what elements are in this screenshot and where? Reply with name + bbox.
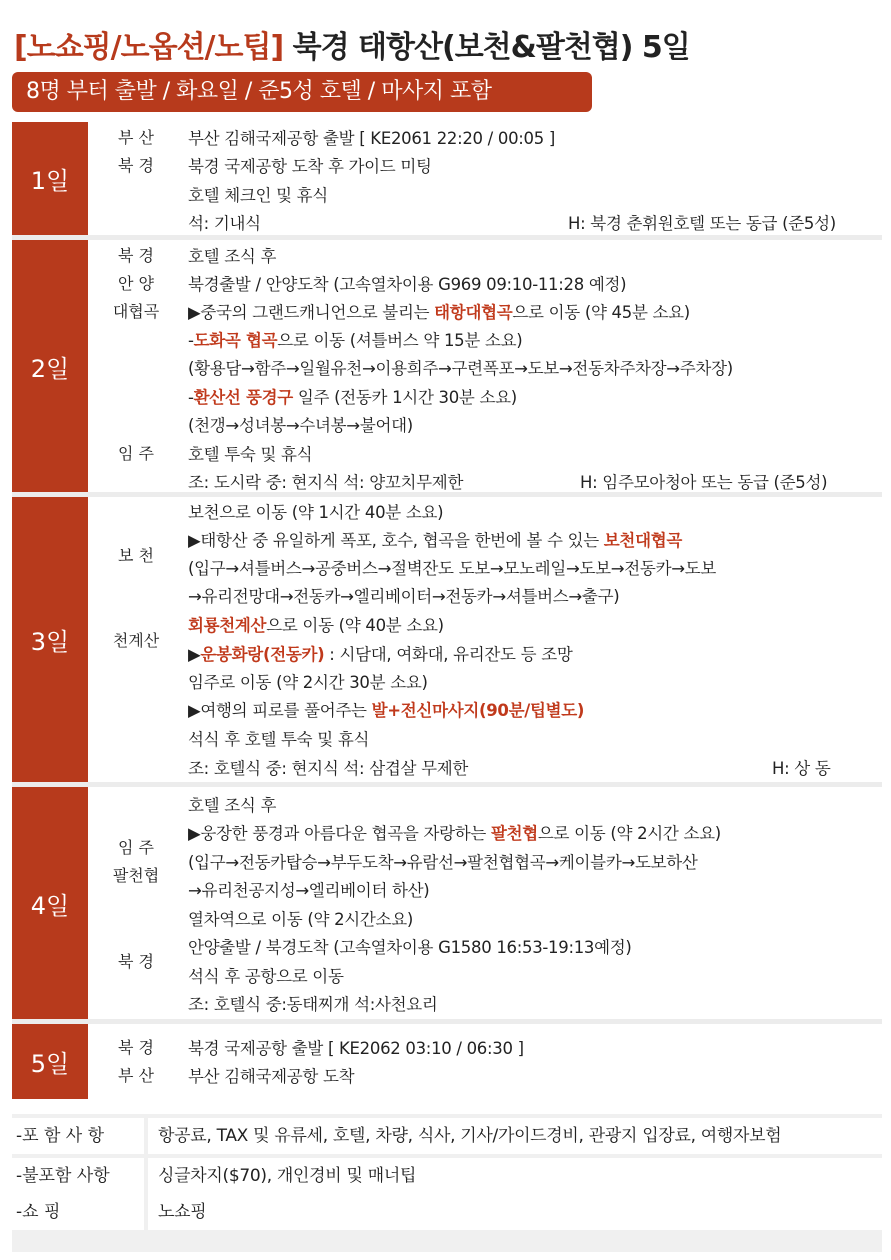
info-row-excluded <box>12 1158 882 1194</box>
title-tags: [노쇼핑/노옵션/노팁] <box>14 30 284 65</box>
itinerary-line: 호텔 투숙 및 휴식 <box>188 445 313 464</box>
location-label: 임 주 <box>118 444 154 463</box>
hotel-info: H: 임주모아청아 또는 동급 (준5성) <box>580 473 828 492</box>
day-content <box>88 1024 882 1099</box>
itinerary-line: -도화곡 협곡으로 이동 (셔틀버스 약 15분 소요) <box>188 331 523 350</box>
itinerary-line: 북경 국제공항 출발 [ KE2062 03:10 / 06:30 ] <box>188 1039 524 1058</box>
itinerary-line: -환산선 풍경구 일주 (전동카 1시간 30분 소요) <box>188 388 517 407</box>
itinerary-line: 열차역으로 이동 (약 2시간소요) <box>188 910 413 929</box>
location-label: 팔천협 <box>112 866 160 885</box>
itinerary-line: (입구→전동카탑승→부두도착→유람선→팔천협협곡→케이블카→도보하산 <box>188 853 698 872</box>
info-key: -포 함 사 항 <box>12 1118 148 1154</box>
itinerary-line: 임주로 이동 (약 2시간 30분 소요) <box>188 673 428 692</box>
highlight-text: 운봉화랑(전동카) <box>200 645 325 664</box>
day-block-5 <box>12 1024 882 1099</box>
location-label: 북 경 <box>118 1038 154 1057</box>
info-value: 싱글차지($70), 개인경비 및 매너팁 <box>158 1166 417 1186</box>
itinerary-line: (천갱→성녀봉→수녀봉→불어대) <box>188 416 413 435</box>
location-label: 부 산 <box>118 128 154 147</box>
highlight-text: 발+전신마사지(90분/팁별도) <box>371 701 585 720</box>
location-label: 보 천 <box>118 546 154 565</box>
itinerary-line: 안양출발 / 북경도착 (고속열차이용 G1580 16:53-19:13예정) <box>188 938 632 957</box>
location-label: 부 산 <box>118 1066 154 1085</box>
highlight-text: 보천대협곡 <box>603 531 682 550</box>
itinerary-line: (입구→셔틀버스→공중버스→절벽잔도 도보→모노레일→도보→전동카→도보 <box>188 559 717 578</box>
highlight-text: 도화곡 협곡 <box>193 331 278 350</box>
itinerary-line: 석식 후 공항으로 이동 <box>188 967 344 986</box>
highlight-text: 태항대협곡 <box>434 303 513 322</box>
highlight-text: 팔천협 <box>490 824 538 843</box>
hotel-info: H: 상 동 <box>772 759 831 778</box>
day-content <box>88 787 882 1019</box>
day-content <box>88 497 882 782</box>
location-label: 북 경 <box>118 156 154 175</box>
location-label: 북 경 <box>118 246 154 265</box>
itinerary-line: 북경 국제공항 도착 후 가이드 미팅 <box>188 157 432 176</box>
itinerary-line: ▶중국의 그랜드캐니언으로 불리는 태항대협곡으로 이동 (약 45분 소요) <box>188 303 690 322</box>
title-main: 북경 태항산(보천&팔천협) 5일 <box>292 30 690 65</box>
itinerary-line: ▶웅장한 풍경과 아름다운 협곡을 자랑하는 팔천협으로 이동 (약 2시간 소요) <box>188 824 721 843</box>
day-content <box>88 240 882 492</box>
meal-line: 조: 호텔식 중: 현지식 석: 삼겹살 무제한 <box>188 759 469 778</box>
day-block-1 <box>12 122 882 235</box>
location-label: 북 경 <box>118 952 154 971</box>
itinerary-line: 호텔 체크인 및 휴식 <box>188 186 328 205</box>
day-label: 5일 <box>12 1024 88 1099</box>
info-row-included <box>12 1118 882 1154</box>
itinerary-line: 호텔 조식 후 <box>188 247 277 266</box>
hotel-info: H: 북경 춘휘원호텔 또는 동급 (준5성) <box>568 214 836 233</box>
location-label: 대협곡 <box>112 302 160 321</box>
meal-line: 석: 기내식 <box>188 214 261 233</box>
day-label: 1일 <box>12 122 88 235</box>
info-row-shopping <box>12 1194 882 1230</box>
day-label: 2일 <box>12 240 88 492</box>
info-value: 노쇼핑 <box>158 1202 207 1222</box>
info-key: -쇼 핑 <box>12 1194 148 1230</box>
itinerary-line: 회룡천계산으로 이동 (약 40분 소요) <box>188 616 444 635</box>
package-info-table <box>12 1114 882 1252</box>
meal-line: 조: 도시락 중: 현지식 석: 양꼬치무제한 <box>188 473 464 492</box>
day-label: 3일 <box>12 497 88 782</box>
itinerary-line: 석식 후 호텔 투숙 및 휴식 <box>188 730 370 749</box>
departure-banner: 8명 부터 출발 / 화요일 / 준5성 호텔 / 마사지 포함 <box>12 72 592 112</box>
highlight-text: 회룡천계산 <box>188 616 267 635</box>
location-label: 임 주 <box>118 838 154 857</box>
location-label: 안 양 <box>118 274 154 293</box>
location-label: 천계산 <box>112 631 160 650</box>
day-label: 4일 <box>12 787 88 1019</box>
meal-line: 조: 호텔식 중:동태찌개 석:사천요리 <box>188 995 438 1014</box>
page-title <box>14 22 690 66</box>
itinerary-line: 보천으로 이동 (약 1시간 40분 소요) <box>188 503 444 522</box>
itinerary-line: (황용담→함주→일월유천→이용희주→구련폭포→도보→전동차주차장→주차장) <box>188 359 733 378</box>
itinerary-line: →유리전망대→전동카→엘리베이터→전동카→셔틀버스→출구) <box>188 587 620 606</box>
itinerary-line: ▶운봉화랑(전동카) : 시담대, 여화대, 유리잔도 등 조망 <box>188 645 573 664</box>
itinerary-line: 호텔 조식 후 <box>188 796 277 815</box>
itinerary-line: ▶여행의 피로를 풀어주는 발+전신마사지(90분/팁별도) <box>188 701 585 720</box>
day-block-2 <box>12 240 882 492</box>
itinerary-line: 부산 김해국제공항 도착 <box>188 1067 355 1086</box>
itinerary-line: →유리천공지성→엘리베이터 하산) <box>188 881 430 900</box>
day-block-3 <box>12 497 882 782</box>
itinerary-line: 부산 김해국제공항 출발 [ KE2061 22:20 / 00:05 ] <box>188 129 556 148</box>
day-content <box>88 122 882 235</box>
itinerary-line: ▶태항산 중 유일하게 폭포, 호수, 협곡을 한번에 볼 수 있는 보천대협곡 <box>188 531 682 550</box>
day-block-4 <box>12 787 882 1019</box>
itinerary-line: 북경출발 / 안양도착 (고속열차이용 G969 09:10-11:28 예정) <box>188 275 627 294</box>
highlight-text: 환산선 풍경구 <box>193 388 293 407</box>
info-key: -불포함 사항 <box>12 1158 148 1194</box>
info-value: 항공료, TAX 및 유류세, 호텔, 차량, 식사, 기사/가이드경비, 관광지 입장료, 여행자보험 <box>158 1126 782 1146</box>
